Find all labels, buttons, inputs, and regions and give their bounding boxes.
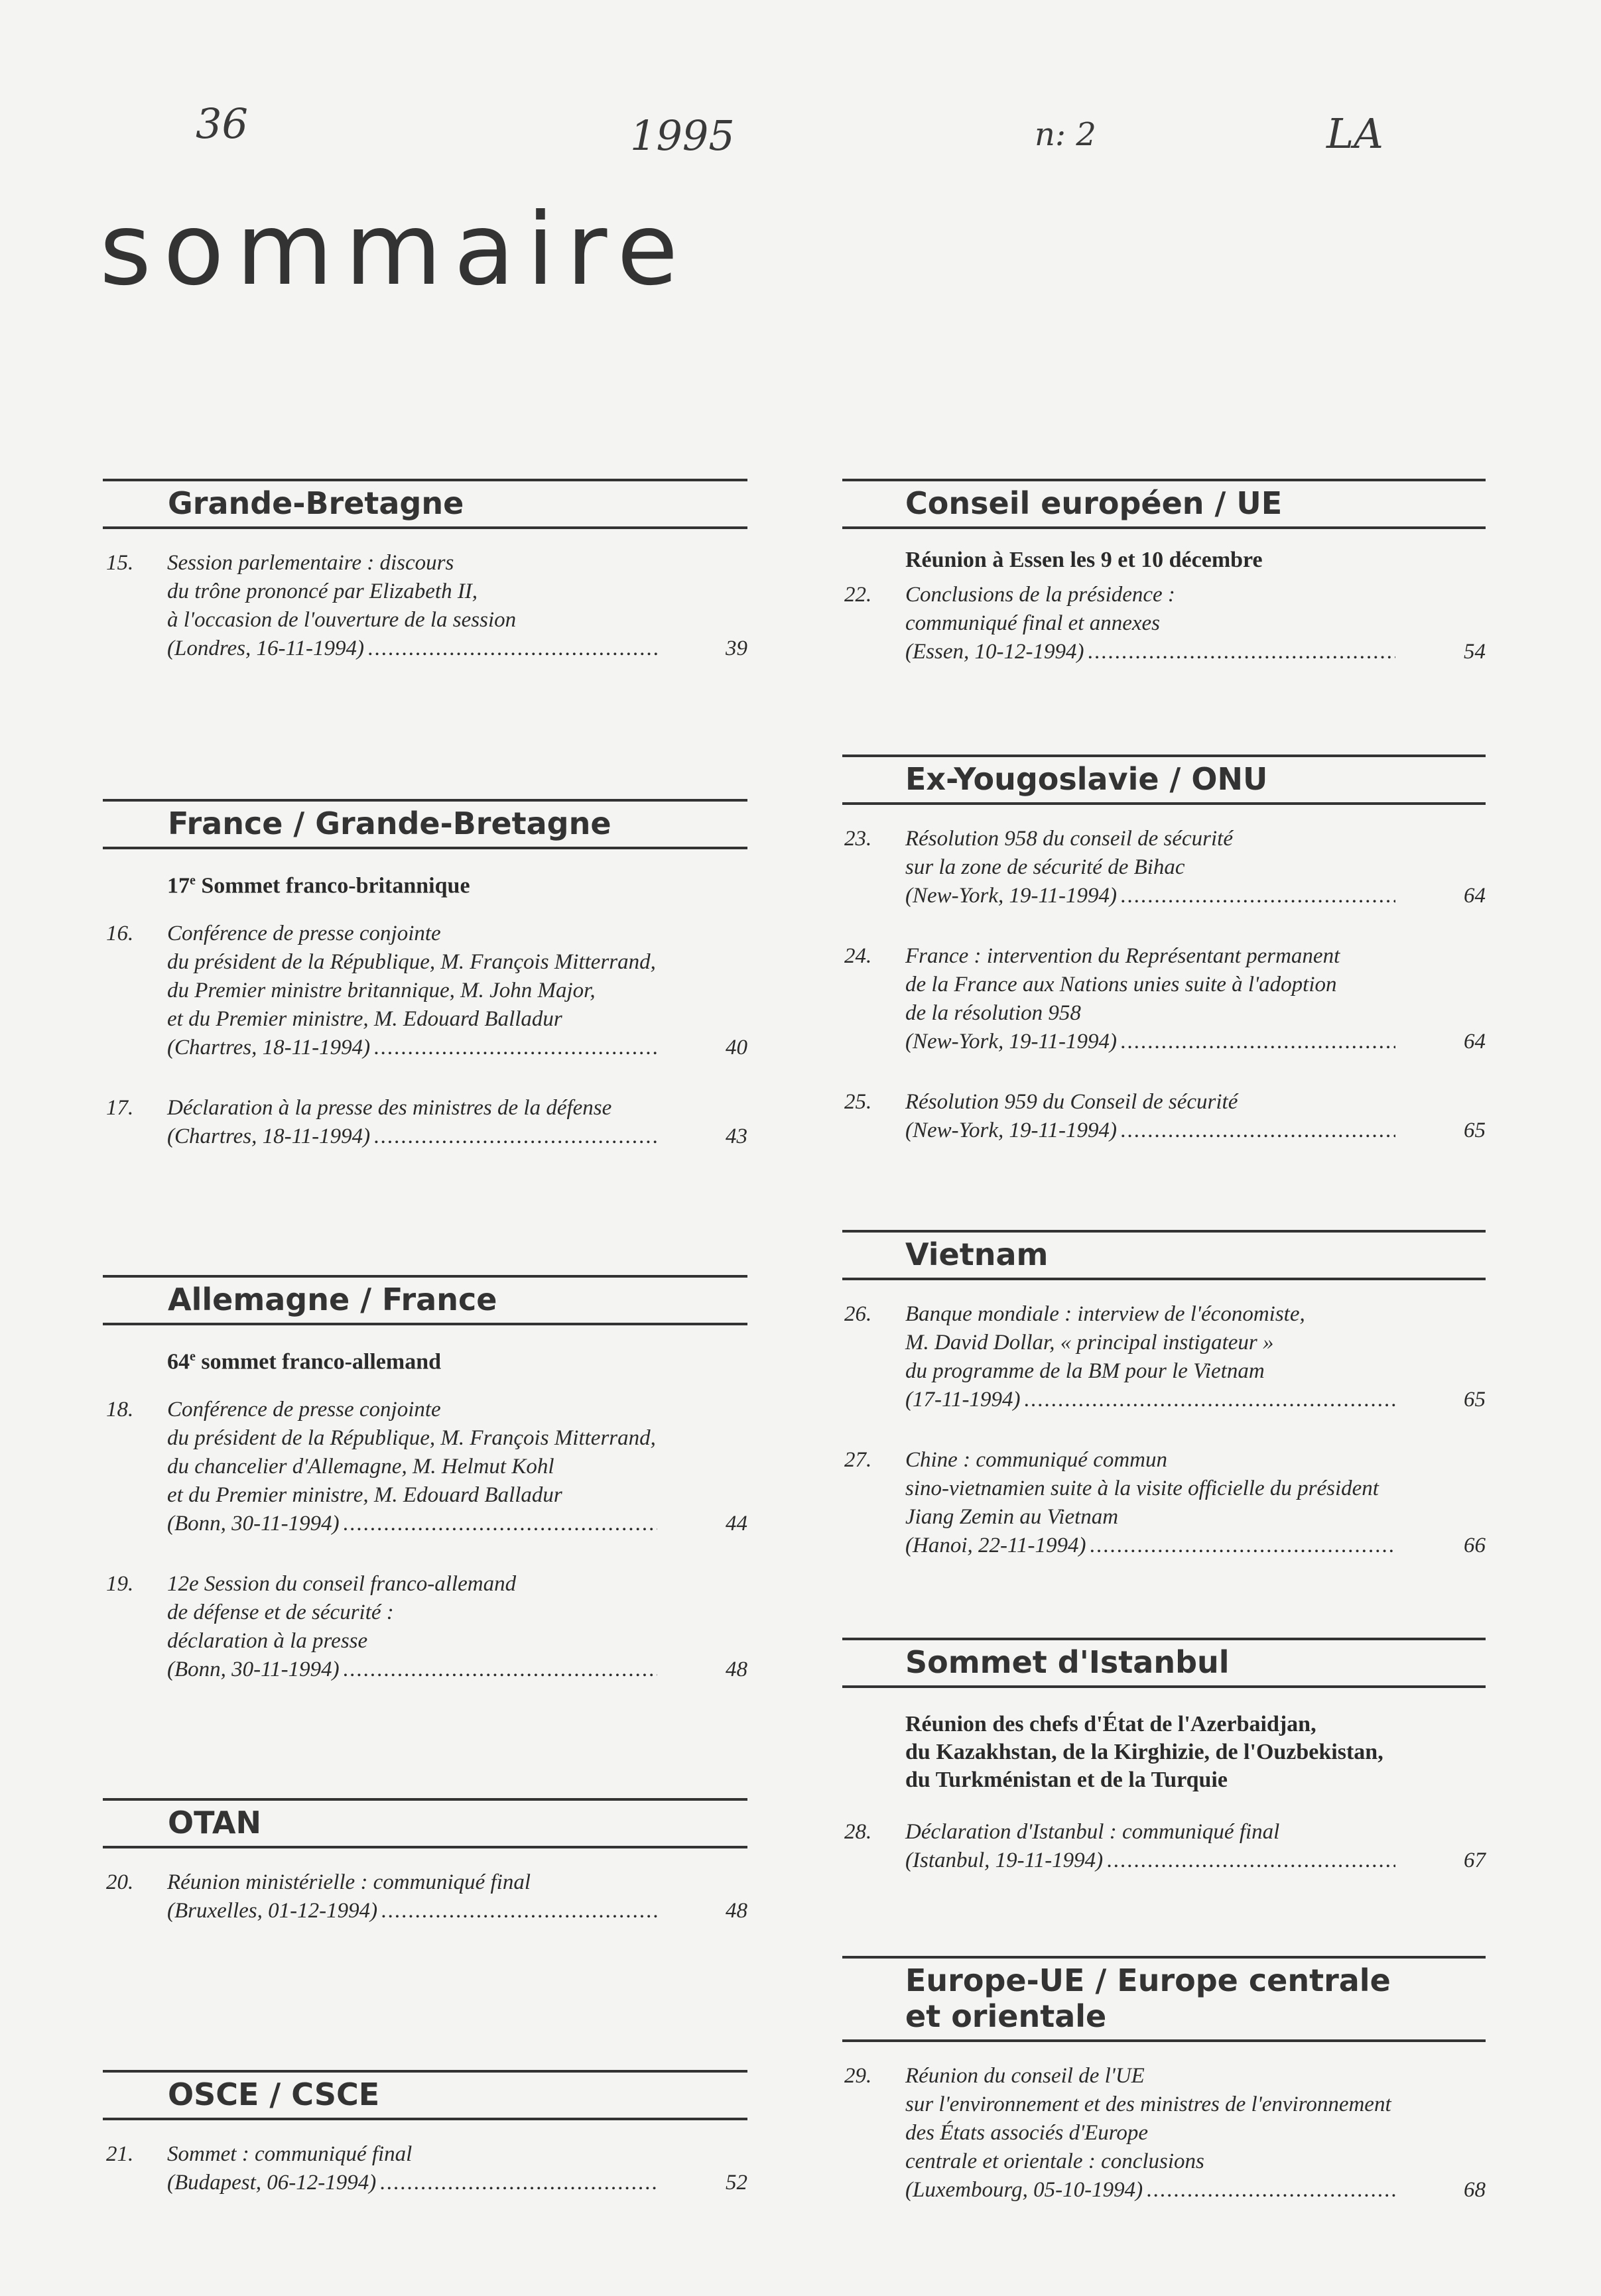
section-europe-ue	[842, 1956, 1486, 2205]
subtitle-line: du Turkménistan et de la Turquie	[905, 1768, 1228, 1792]
entry-page: 44	[726, 1512, 747, 1536]
section-subtitle	[905, 1711, 1486, 1794]
entry-line: des États associés d'Europe	[905, 2121, 1149, 2145]
entry-place-date: (17-11-1994)	[905, 1388, 1021, 1412]
toc-entry-28[interactable]	[844, 1818, 1486, 1875]
toc-entry-16[interactable]	[106, 920, 747, 1062]
entry-place-date: (Essen, 10-12-1994)	[905, 640, 1084, 664]
entry-line: du président de la République, M. François Mitterrand,	[167, 950, 656, 975]
entry-line: de la résolution 958	[905, 1001, 1081, 1025]
entry-page: 67	[1464, 1848, 1486, 1872]
entry-number: 29.	[844, 2064, 872, 2088]
entry-line: du chancelier d'Allemagne, M. Helmut Kohl	[167, 1455, 554, 1479]
entry-line: déclaration à la presse	[167, 1629, 368, 1654]
toc-entry-29[interactable]	[844, 2062, 1486, 2205]
entry-place-date: (Chartres, 18-11-1994)	[167, 1124, 371, 1149]
toc-entry-17[interactable]	[106, 1094, 747, 1151]
entry-line: Conférence de presse conjointe	[167, 922, 441, 946]
section-title: OSCE / CSCE	[168, 2077, 380, 2112]
toc-entry-19[interactable]	[106, 1570, 747, 1684]
entry-place-date: (New-York, 19-11-1994)	[905, 1030, 1117, 1054]
section-title: Ex-Yougoslavie / ONU	[905, 761, 1268, 797]
entry-line: Jiang Zemin au Vietnam	[905, 1505, 1119, 1529]
entry-page: 65	[1464, 1388, 1486, 1412]
leader-dots	[1121, 882, 1395, 910]
section-vietnam	[842, 1230, 1486, 1560]
entry-page: 48	[726, 1899, 747, 1923]
entry-number: 17.	[106, 1096, 134, 1120]
entry-line: Chine : communiqué commun	[905, 1448, 1168, 1472]
handwritten-code: LA	[1326, 109, 1383, 158]
entry-line: Banque mondiale : interview de l'économiste,	[905, 1302, 1305, 1326]
entry-page: 52	[726, 2171, 747, 2195]
entry-place-date: (Budapest, 06-12-1994)	[167, 2171, 377, 2195]
section-title: France / Grande-Bretagne	[168, 806, 611, 841]
entry-line: sur la zone de sécurité de Bihac	[905, 855, 1185, 879]
entry-line: de défense et de sécurité :	[167, 1601, 394, 1625]
toc-entry-21[interactable]	[106, 2140, 747, 2197]
section-title: Grande-Bretagne	[168, 485, 464, 521]
entry-number: 20.	[106, 1870, 134, 1894]
entry-page: 54	[1464, 640, 1486, 664]
toc-entry-27[interactable]	[844, 1446, 1486, 1560]
entry-line: à l'occasion de l'ouverture de la session	[167, 608, 517, 632]
entry-place-date: (Bruxelles, 01-12-1994)	[167, 1899, 378, 1923]
entry-line: centrale et orientale : conclusions	[905, 2149, 1204, 2173]
section-subtitle: 17e Sommet franco-britannique	[167, 873, 470, 898]
toc-entry-18[interactable]	[106, 1396, 747, 1538]
leader-dots	[1107, 1846, 1395, 1875]
toc-entry-24[interactable]	[844, 942, 1486, 1056]
entry-page: 39	[726, 636, 747, 660]
handwritten-issue: n: 2	[1035, 116, 1096, 153]
subtitle-line: Réunion des chefs d'État de l'Azerbaidjan,	[905, 1712, 1316, 1736]
section-ex-yougoslavie	[842, 755, 1486, 1145]
entry-line: sur l'environnement et des ministres de l'environnement	[905, 2092, 1391, 2116]
entry-line: Sommet : communiqué final	[167, 2142, 413, 2166]
page-title: sommaire	[99, 192, 690, 308]
entry-place-date: (New-York, 19-11-1994)	[905, 884, 1117, 908]
entry-line: Session parlementaire : discours	[167, 551, 454, 575]
section-title: Sommet d'Istanbul	[905, 1644, 1230, 1680]
entry-place-date: (Chartres, 18-11-1994)	[167, 1036, 371, 1060]
subtitle-line: du Kazakhstan, de la Kirghizie, de l'Ouzbekistan,	[905, 1740, 1383, 1764]
entry-line: et du Premier ministre, M. Edouard Balladur	[167, 1483, 562, 1508]
entry-line: 12e Session du conseil franco-allemand	[167, 1572, 517, 1597]
leader-dots	[374, 1122, 657, 1151]
section-osce-csce	[103, 2070, 747, 2197]
entry-line: Réunion du conseil de l'UE	[905, 2064, 1145, 2088]
entry-page: 48	[726, 1658, 747, 1682]
entry-line: Conférence de presse conjointe	[167, 1398, 441, 1422]
entry-line: Résolution 959 du Conseil de sécurité	[905, 1090, 1238, 1114]
entry-page: 66	[1464, 1534, 1486, 1557]
entry-place-date: (New-York, 19-11-1994)	[905, 1118, 1117, 1142]
entry-number: 26.	[844, 1302, 872, 1326]
entry-line: de la France aux Nations unies suite à l'adoption	[905, 973, 1337, 997]
entry-line: Réunion ministérielle : communiqué final	[167, 1870, 531, 1894]
entry-line: du président de la République, M. François Mitterrand,	[167, 1426, 656, 1451]
section-france-grande-bretagne	[103, 799, 747, 1151]
section-title: Vietnam	[905, 1237, 1049, 1272]
toc-entry-15[interactable]	[106, 549, 747, 663]
entry-place-date: (Hanoi, 22-11-1994)	[905, 1534, 1086, 1557]
entry-place-date: (Bonn, 30-11-1994)	[167, 1658, 340, 1682]
entry-number: 22.	[844, 583, 872, 607]
section-subtitle: 64e sommet franco-allemand	[167, 1349, 442, 1374]
entry-page: 40	[726, 1036, 747, 1060]
section-title-line2: et orientale	[905, 1998, 1107, 2034]
toc-entry-22[interactable]	[844, 581, 1486, 666]
entry-page: 43	[726, 1124, 747, 1149]
toc-entry-20[interactable]	[106, 1868, 747, 1925]
entry-place-date: (Istanbul, 19-11-1994)	[905, 1848, 1104, 1872]
section-allemagne-france	[103, 1275, 747, 1684]
entry-number: 16.	[106, 922, 134, 946]
entry-number: 15.	[106, 551, 134, 575]
leader-dots	[381, 1897, 657, 1925]
entry-line: Déclaration à la presse des ministres de la défense	[167, 1096, 612, 1120]
leader-dots	[1025, 1386, 1395, 1414]
entry-line: Résolution 958 du conseil de sécurité	[905, 827, 1233, 851]
section-sommet-istanbul	[842, 1638, 1486, 1875]
entry-page: 68	[1464, 2178, 1486, 2202]
entry-place-date: (Londres, 16-11-1994)	[167, 636, 364, 660]
entry-number: 23.	[844, 827, 872, 851]
entry-number: 24.	[844, 944, 872, 968]
section-conseil-europeen	[842, 479, 1486, 666]
entry-line: France : intervention du Représentant permanent	[905, 944, 1340, 968]
entry-line: Conclusions de la présidence :	[905, 583, 1175, 607]
entry-place-date: (Luxembourg, 05-10-1994)	[905, 2178, 1143, 2202]
entry-line: du Premier ministre britannique, M. John Major,	[167, 979, 596, 1003]
toc-entry-25[interactable]	[844, 1088, 1486, 1145]
leader-dots	[344, 1510, 657, 1538]
entry-number: 28.	[844, 1820, 872, 1844]
entry-number: 27.	[844, 1448, 872, 1472]
section-title: Allemagne / France	[168, 1282, 497, 1317]
entry-place-date: (Bonn, 30-11-1994)	[167, 1512, 340, 1536]
entry-number: 19.	[106, 1572, 134, 1597]
handwritten-number: 36	[196, 99, 248, 148]
leader-dots	[1121, 1117, 1395, 1145]
entry-line: M. David Dollar, « principal instigateur »	[905, 1331, 1274, 1355]
entry-page: 64	[1464, 1030, 1486, 1054]
leader-dots	[1090, 1532, 1395, 1560]
section-grande-bretagne	[103, 479, 747, 663]
leader-dots	[374, 1034, 657, 1062]
entry-line: Déclaration d'Istanbul : communiqué final	[905, 1820, 1280, 1844]
entry-line: du trône prononcé par Elizabeth II,	[167, 579, 478, 603]
section-title: OTAN	[168, 1805, 262, 1841]
section-otan	[103, 1798, 747, 1925]
leader-dots	[1121, 1028, 1395, 1056]
entry-line: sino-vietnamien suite à la visite officielle du président	[905, 1477, 1379, 1500]
leader-dots	[1088, 638, 1395, 666]
leader-dots	[368, 634, 657, 663]
section-subtitle: Réunion à Essen les 9 et 10 décembre	[905, 548, 1263, 572]
entry-line: communiqué final et annexes	[905, 611, 1160, 635]
entry-page: 65	[1464, 1118, 1486, 1142]
section-title: Europe-UE / Europe centrale	[905, 1963, 1391, 1998]
entry-number: 21.	[106, 2142, 134, 2166]
leader-dots	[344, 1656, 657, 1684]
toc-entry-23[interactable]	[844, 825, 1486, 910]
entry-number: 25.	[844, 1090, 872, 1114]
entry-line: et du Premier ministre, M. Edouard Balladur	[167, 1007, 562, 1032]
entry-page: 64	[1464, 884, 1486, 908]
leader-dots	[1147, 2176, 1395, 2205]
toc-entry-26[interactable]	[844, 1300, 1486, 1414]
entry-line: du programme de la BM pour le Vietnam	[905, 1359, 1265, 1383]
entry-number: 18.	[106, 1398, 134, 1422]
leader-dots	[380, 2169, 657, 2197]
handwritten-year: 1995	[630, 111, 735, 160]
section-title: Conseil européen / UE	[905, 485, 1283, 521]
